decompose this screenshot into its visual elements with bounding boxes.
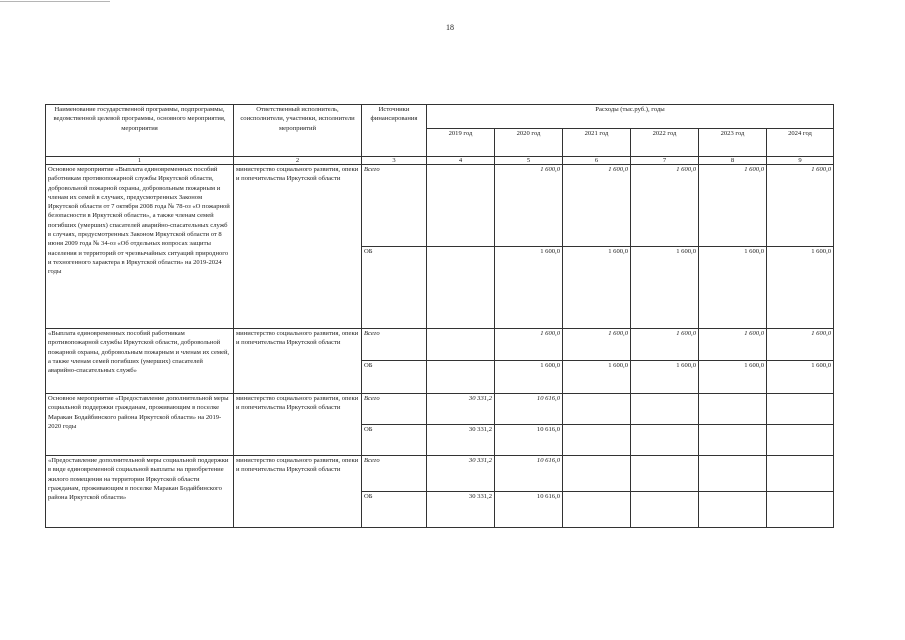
value-cell: 1 600,0 (767, 329, 834, 361)
value-cell: 1 600,0 (563, 247, 631, 329)
value-cell: 1 600,0 (563, 329, 631, 361)
value-cell: 1 600,0 (563, 165, 631, 247)
value-cell (699, 492, 767, 528)
value-cell (631, 425, 699, 456)
header-responsible: Ответственный исполнитель, соисполнители, участники, исполнители мероприятий (234, 105, 362, 157)
value-cell: 1 600,0 (767, 361, 834, 394)
header-year: 2022 год (631, 129, 699, 157)
column-number: 3 (362, 157, 427, 165)
source-ob-label: ОБ (362, 425, 427, 456)
value-cell (699, 394, 767, 425)
value-cell: 1 600,0 (495, 247, 563, 329)
header-name: Наименование государственной программы, подпрограммы, ведомственной целевой программы, основного мероприятия, мероприятия (46, 105, 234, 157)
header-sources: Источники финансирования (362, 105, 427, 157)
source-ob-label: ОБ (362, 492, 427, 528)
source-total-label: Всего (362, 456, 427, 492)
source-total-label: Всего (362, 394, 427, 425)
value-cell (563, 456, 631, 492)
measure-name: Основное мероприятие «Выплата единовременных пособий работникам противопожарной службы Иркутской области, добровольной пожарной охраны, добровольным пожарным и членам их семей в случаях, предусмотренных Законом Иркутской области от 7 октября 2008 года № 78-оз «О пожарной безопасности в Иркутской области», а также членам семей погибших (умерших) спасателей аварийно-спасательных служб в случаях, предусмотренных Законом Иркутской области от 8 июня 2009 года № 34-оз «Об отдельных вопросах защиты населения и территорий от чрезвычайных ситуаций природного и техногенного характера в Иркутской области» на 2019-2024 годы (46, 165, 234, 329)
table-row (46, 329, 834, 361)
value-cell: 1 600,0 (699, 361, 767, 394)
expenses-table (45, 104, 834, 528)
responsible-executor: министерство социального развития, опеки и попечительства Иркутской области (234, 456, 362, 528)
header-year: 2024 год (767, 129, 834, 157)
column-number: 5 (495, 157, 563, 165)
value-cell: 30 331,2 (427, 492, 495, 528)
value-cell: 1 600,0 (699, 329, 767, 361)
value-cell: 1 600,0 (495, 165, 563, 247)
value-cell: 30 331,2 (427, 394, 495, 425)
header-year: 2023 год (699, 129, 767, 157)
value-cell: 1 600,0 (495, 329, 563, 361)
value-cell (563, 394, 631, 425)
source-total-label: Всего (362, 329, 427, 361)
responsible-executor: министерство социального развития, опеки и попечительства Иркутской области (234, 329, 362, 394)
value-cell (631, 492, 699, 528)
value-cell: 1 600,0 (631, 247, 699, 329)
value-cell (427, 165, 495, 247)
responsible-executor: министерство социального развития, опеки и попечительства Иркутской области (234, 394, 362, 456)
column-number: 2 (234, 157, 362, 165)
header-year: 2021 год (563, 129, 631, 157)
value-cell (631, 394, 699, 425)
value-cell: 1 600,0 (699, 165, 767, 247)
value-cell: 10 616,0 (495, 394, 563, 425)
value-cell (563, 492, 631, 528)
header-year: 2019 год (427, 129, 495, 157)
page-number: 18 (446, 23, 454, 32)
value-cell: 10 616,0 (495, 425, 563, 456)
value-cell (699, 425, 767, 456)
value-cell: 1 600,0 (699, 247, 767, 329)
value-cell (767, 425, 834, 456)
measure-name: «Выплата единовременных пособий работникам противопожарной службы Иркутской области, добровольной пожарной охраны, добровольным пожарным и членам их семей, а также членам семей погибших (умерших) спасателей аварийно-спасательных служб» (46, 329, 234, 394)
value-cell (631, 456, 699, 492)
header-expenses: Расходы (тыс.руб.), годы (427, 105, 834, 129)
value-cell: 1 600,0 (631, 361, 699, 394)
value-cell: 1 600,0 (767, 165, 834, 247)
value-cell: 10 616,0 (495, 492, 563, 528)
value-cell (767, 394, 834, 425)
measure-name: Основное мероприятие «Предоставление дополнительной меры социальной поддержки гражданам, проживающим в поселке Маракан Бодайбинского района Иркутской области» на 2019-2020 годы (46, 394, 234, 456)
value-cell (427, 247, 495, 329)
value-cell (427, 361, 495, 394)
column-number: 9 (767, 157, 834, 165)
value-cell (563, 425, 631, 456)
top-edge-line (0, 1, 110, 2)
value-cell: 1 600,0 (767, 247, 834, 329)
value-cell: 30 331,2 (427, 456, 495, 492)
value-cell (767, 492, 834, 528)
source-ob-label: ОБ (362, 247, 427, 329)
column-number: 7 (631, 157, 699, 165)
value-cell (767, 456, 834, 492)
source-ob-label: ОБ (362, 361, 427, 394)
value-cell: 30 331,2 (427, 425, 495, 456)
value-cell: 1 600,0 (631, 329, 699, 361)
table-row (46, 394, 834, 425)
measure-name: «Предоставление дополнительной меры социальной поддержки в виде единовременной социальной выплаты на приобретение жилого помещения на территории Иркутской области гражданам, проживающим в поселке Маракан Бодайбинского района Иркутской области» (46, 456, 234, 528)
value-cell (427, 329, 495, 361)
responsible-executor: министерство социального развития, опеки и попечительства Иркутской области (234, 165, 362, 329)
column-number: 6 (563, 157, 631, 165)
column-number: 8 (699, 157, 767, 165)
column-number: 1 (46, 157, 234, 165)
value-cell: 10 616,0 (495, 456, 563, 492)
value-cell: 1 600,0 (631, 165, 699, 247)
header-year: 2020 год (495, 129, 563, 157)
table-row (46, 165, 834, 247)
source-total-label: Всего (362, 165, 427, 247)
value-cell: 1 600,0 (495, 361, 563, 394)
value-cell (699, 456, 767, 492)
column-number: 4 (427, 157, 495, 165)
table-row (46, 456, 834, 492)
value-cell: 1 600,0 (563, 361, 631, 394)
